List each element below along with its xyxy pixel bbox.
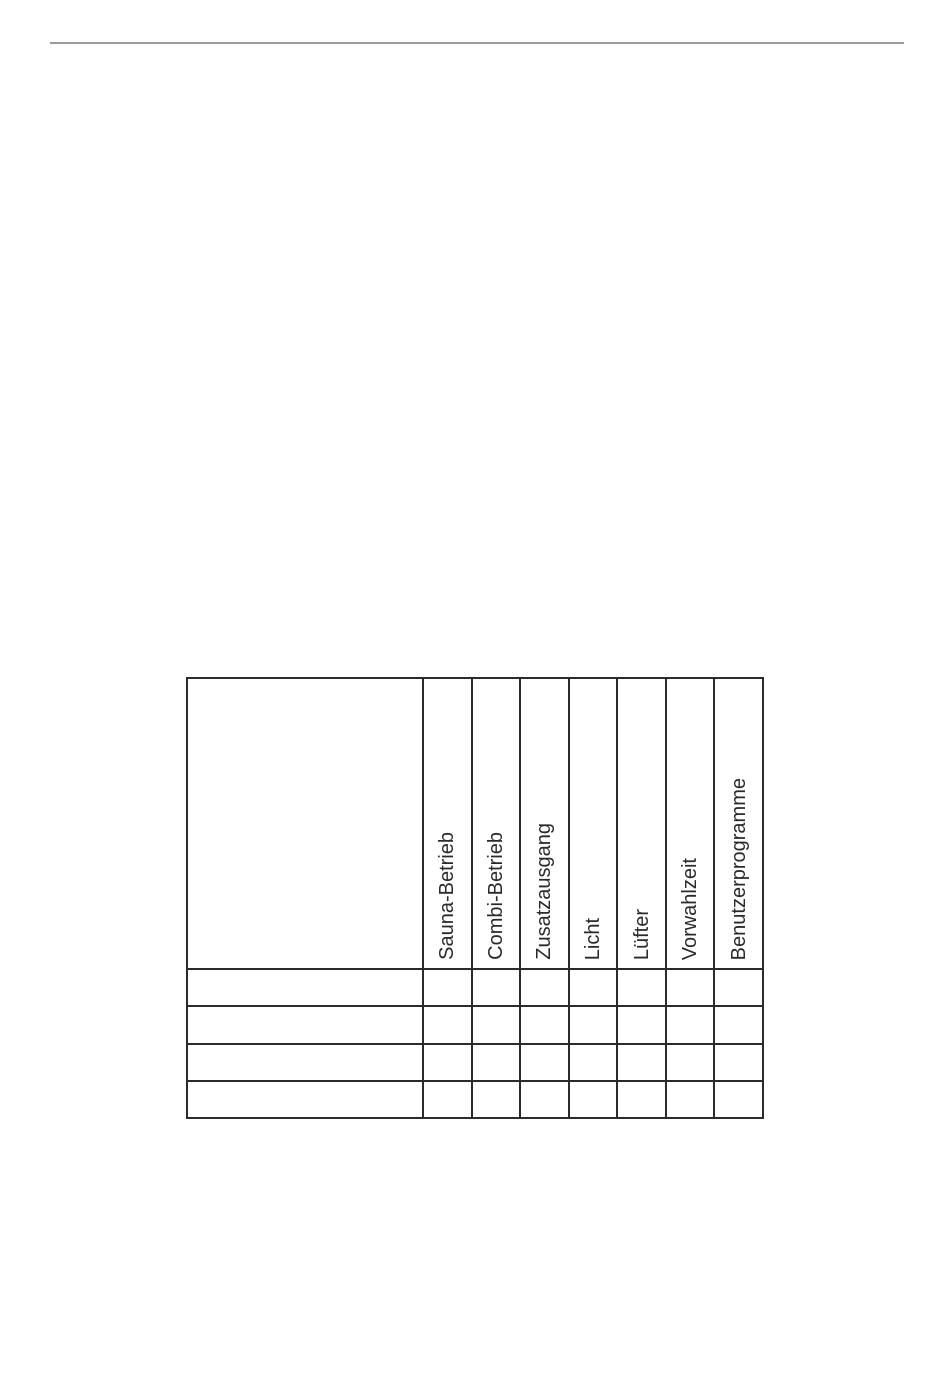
table-cell xyxy=(715,970,764,1007)
table-cell xyxy=(618,1007,667,1044)
column-header-luefter xyxy=(618,679,667,970)
top-rule xyxy=(50,42,904,44)
table-cell xyxy=(570,1045,619,1082)
column-label: Lüfter xyxy=(630,908,653,960)
column-header-zusatzausgang xyxy=(521,679,570,970)
table-cell xyxy=(667,1045,716,1082)
table-cell xyxy=(473,970,522,1007)
row-label-cell xyxy=(188,970,424,1007)
column-header-licht xyxy=(570,679,619,970)
column-label: Vorwahlzeit xyxy=(679,857,702,960)
table-cell xyxy=(667,970,716,1007)
table-cell xyxy=(715,1082,764,1119)
column-header-sauna-betrieb xyxy=(424,679,473,970)
table-cell xyxy=(570,1007,619,1044)
table-cell xyxy=(424,1082,473,1119)
column-header-combi-betrieb xyxy=(473,679,522,970)
table-cell xyxy=(424,1007,473,1044)
table-cell xyxy=(618,1045,667,1082)
table-cell xyxy=(521,1007,570,1044)
column-header-benutzerprogramme xyxy=(715,679,764,970)
row-label-cell xyxy=(188,1082,424,1119)
table-cell xyxy=(424,1045,473,1082)
table-cell xyxy=(473,1007,522,1044)
column-label: Licht xyxy=(581,917,604,960)
table-cell xyxy=(424,970,473,1007)
table-cell xyxy=(715,1045,764,1082)
column-label: Zusatzausgang xyxy=(533,823,556,960)
table-cell xyxy=(570,970,619,1007)
column-header-vorwahlzeit xyxy=(667,679,716,970)
table-corner-cell xyxy=(188,679,424,970)
function-table xyxy=(186,677,764,1119)
table-cell xyxy=(473,1045,522,1082)
table-cell xyxy=(715,1007,764,1044)
table-cell xyxy=(667,1082,716,1119)
column-label: Benutzerprogramme xyxy=(727,777,750,960)
table-cell xyxy=(521,970,570,1007)
row-label-cell xyxy=(188,1045,424,1082)
table-cell xyxy=(618,1082,667,1119)
table-cell xyxy=(521,1082,570,1119)
row-label-cell xyxy=(188,1007,424,1044)
table-cell xyxy=(473,1082,522,1119)
column-label: Sauna-Betrieb xyxy=(436,832,459,960)
column-label: Combi-Betrieb xyxy=(484,832,507,960)
table-cell xyxy=(667,1007,716,1044)
table-cell xyxy=(521,1045,570,1082)
table-cell xyxy=(570,1082,619,1119)
table-cell xyxy=(618,970,667,1007)
